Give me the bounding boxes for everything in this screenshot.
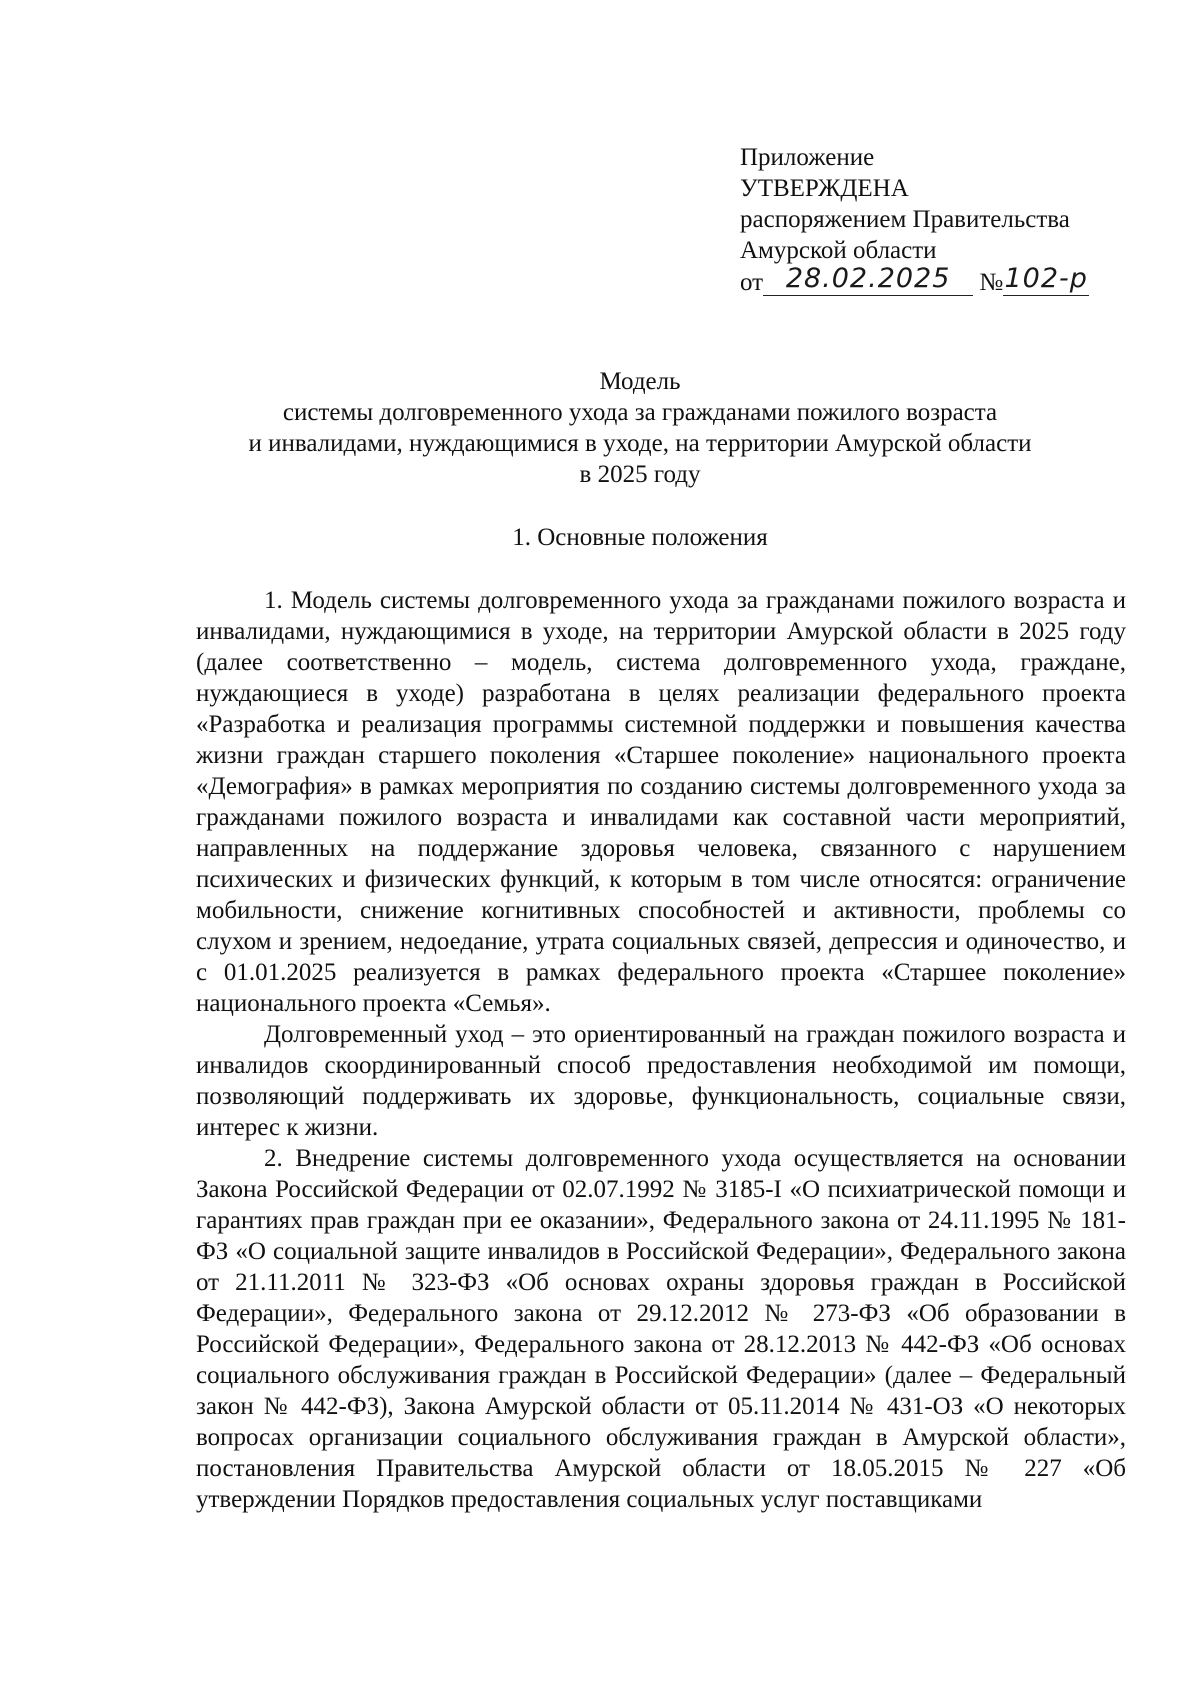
number-field: [1003, 263, 1089, 296]
date-prefix: от: [740, 269, 764, 296]
approval-date-number-line: [740, 263, 1160, 298]
title-line-2: системы долговременного ухода за гражданами пожилого возраста: [282, 399, 998, 426]
number-sign: №: [979, 269, 1004, 296]
title-line-3: и инвалидами, нуждающимися в уходе, на территории Амурской области: [248, 430, 1032, 457]
title-line-4: в 2025 году: [579, 461, 701, 488]
section-heading: 1. Основные положения: [512, 524, 768, 551]
date-field: [763, 263, 973, 296]
approval-block: [740, 142, 1160, 298]
approval-issuer-line: распоряжением Правительства: [740, 206, 1070, 233]
handwritten-date: 28.02.2025: [785, 263, 951, 294]
paragraph-3: 2. Внедрение системы долговременного ухода осуществляется на основании Закона Российской Федерации от 02.07.1992 № 3185-I «О психиатрической помощи и гарантиях прав граждан при ее оказании», Федерального закона от 24.11.1995 № 181-ФЗ «О социальной защите инвалидов в Российской Федерации», Федерального закона от 21.11.2011 № 323-ФЗ «Об основах охраны здоровья граждан в Российской Федерации», Федерального закона от 29.12.2012 № 273-ФЗ «Об образовании в Российской Федерации», Федерального закона от 28.12.2013 № 442-ФЗ «Об основах социального обслуживания граждан в Российской Федерации» (далее – Федеральный закон № 442-ФЗ), Закона Амурской области от 05.11.2014 № 431-ОЗ «О некоторых вопросах организации социального обслуживания граждан в Амурской области», постановления Правительства Амурской области от 18.05.2015 № 227 «Об утверждении Порядков предоставления социальных услуг поставщиками: [196, 1145, 1126, 1513]
approval-approved-label: УТВЕРЖДЕНА: [740, 175, 909, 202]
paragraph-2: Долговременный уход – это ориентированный на граждан пожилого возраста и инвалидов скоординированный способ предоставления необходимой им помощи, позволяющий поддерживать их здоровье, функциональность, социальные связи, интерес к жизни.: [196, 1021, 1126, 1141]
handwritten-number: 102-р: [1004, 263, 1088, 294]
approval-region-line: Амурской области: [740, 237, 937, 264]
document-title: [190, 366, 1090, 490]
approval-appendix-label: Приложение: [740, 144, 875, 171]
title-line-1: Модель: [599, 368, 681, 395]
paragraph-1: 1. Модель системы долговременного ухода за гражданами пожилого возраста и инвалидами, нуждающимися в уходе, на территории Амурской области в 2025 году (далее соответственно – модель, система долговременного ухода, граждане, нуждающиеся в уходе) разработана в целях реализации федерального проекта «Разработка и реализация программы системной поддержки и повышения качества жизни граждан старшего поколения «Старшее поколение» национального проекта «Демография» в рамках мероприятия по созданию системы долговременного ухода за гражданами пожилого возраста и инвалидами как составной части мероприятий, направленных на поддержание здоровья человека, связанного с нарушением психических и физических функций, к которым в том числе относятся: ограничение мобильности, снижение когнитивных способностей и активности, проблемы со слухом и зрением, недоедание, утрата социальных связей, депрессия и одиночество, и с 01.01.2025 реализуется в рамках федерального проекта «Старшее поколение» национального проекта «Семья».: [196, 587, 1126, 1017]
body-text: [196, 585, 1126, 1515]
